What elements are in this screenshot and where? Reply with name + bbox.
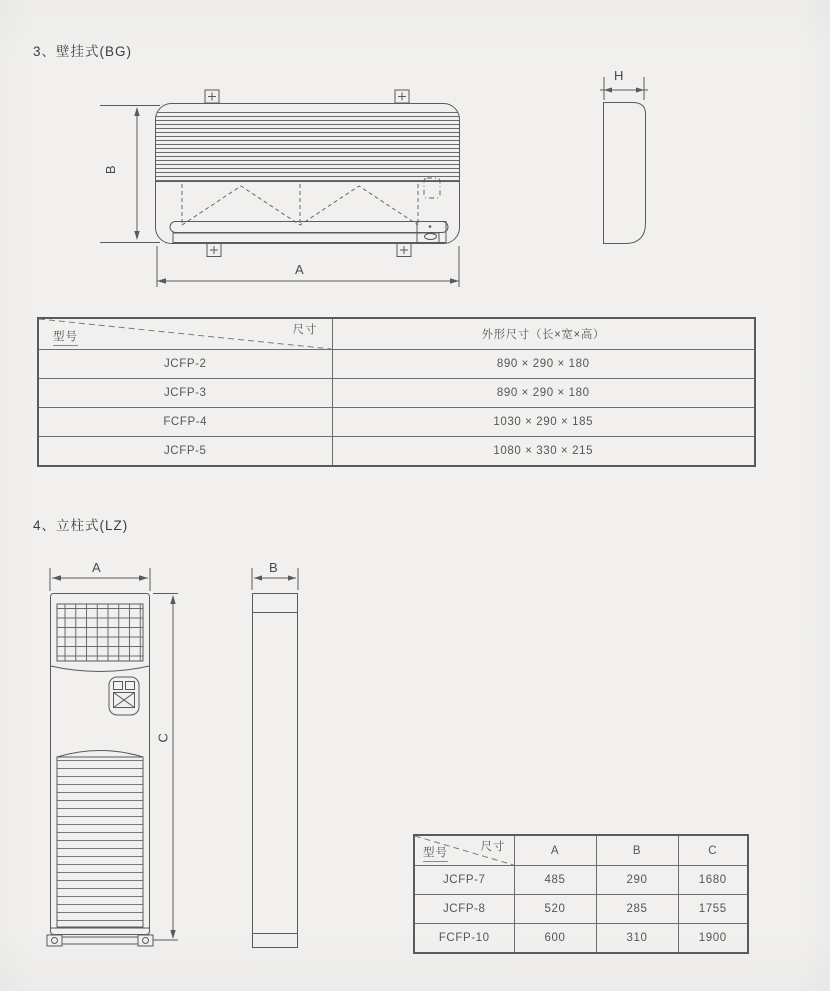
- dim-b-cell: 290: [596, 866, 678, 895]
- section-heading-floor-standing: 4、立柱式(LZ): [33, 518, 129, 533]
- corner-label-size: 尺寸: [292, 324, 318, 336]
- table-bg-size-header: 外形尺寸（长×宽×高）: [332, 318, 755, 350]
- col-header-b: B: [596, 835, 678, 866]
- dim-b-cell: 310: [596, 924, 678, 954]
- model-cell: JCFP-3: [38, 379, 332, 408]
- model-cell: FCFP-4: [38, 408, 332, 437]
- col-header-c: C: [678, 835, 748, 866]
- corner-label-model: 型号: [423, 844, 448, 862]
- dim-b-cell: 285: [596, 895, 678, 924]
- table-lz-corner-header: [414, 835, 514, 866]
- wall-dim-h-label: H: [614, 68, 624, 83]
- table-row: [414, 895, 748, 924]
- corner-label-size: 尺寸: [480, 841, 506, 853]
- dim-c-cell: 1900: [678, 924, 748, 954]
- size-cell: 890 × 290 × 180: [332, 350, 755, 379]
- table-row: [38, 379, 755, 408]
- dim-a-cell: 520: [514, 895, 596, 924]
- dim-c-cell: 1680: [678, 866, 748, 895]
- size-cell: 1030 × 290 × 185: [332, 408, 755, 437]
- table-row: [38, 408, 755, 437]
- dim-c-cell: 1755: [678, 895, 748, 924]
- floor-dim-b-label: B: [269, 560, 279, 575]
- table-row: [414, 924, 748, 954]
- floor-dim-a-label: A: [92, 560, 102, 575]
- wall-dim-b-label: B: [103, 164, 119, 175]
- diagonal-divider: [39, 319, 332, 349]
- table-row: [38, 350, 755, 379]
- dim-a-cell: 485: [514, 866, 596, 895]
- table-row: [38, 437, 755, 467]
- dim-a-cell: 600: [514, 924, 596, 954]
- wall-dim-a-label: A: [295, 262, 305, 277]
- model-cell: JCFP-2: [38, 350, 332, 379]
- size-cell: 1080 × 330 × 215: [332, 437, 755, 467]
- model-cell: JCFP-8: [414, 895, 514, 924]
- model-cell: JCFP-7: [414, 866, 514, 895]
- model-cell: JCFP-5: [38, 437, 332, 467]
- section-heading-wall-mounted: 3、壁挂式(BG): [33, 44, 133, 59]
- model-cell: FCFP-10: [414, 924, 514, 954]
- wall-mounted-spec-table: [37, 317, 756, 467]
- size-cell: 890 × 290 × 180: [332, 379, 755, 408]
- table-bg-corner-header: [38, 318, 332, 350]
- floor-dim-c-label: C: [155, 732, 171, 743]
- floor-standing-spec-table: [413, 834, 749, 954]
- col-header-a: A: [514, 835, 596, 866]
- table-row: [414, 866, 748, 895]
- corner-label-model: 型号: [53, 328, 78, 346]
